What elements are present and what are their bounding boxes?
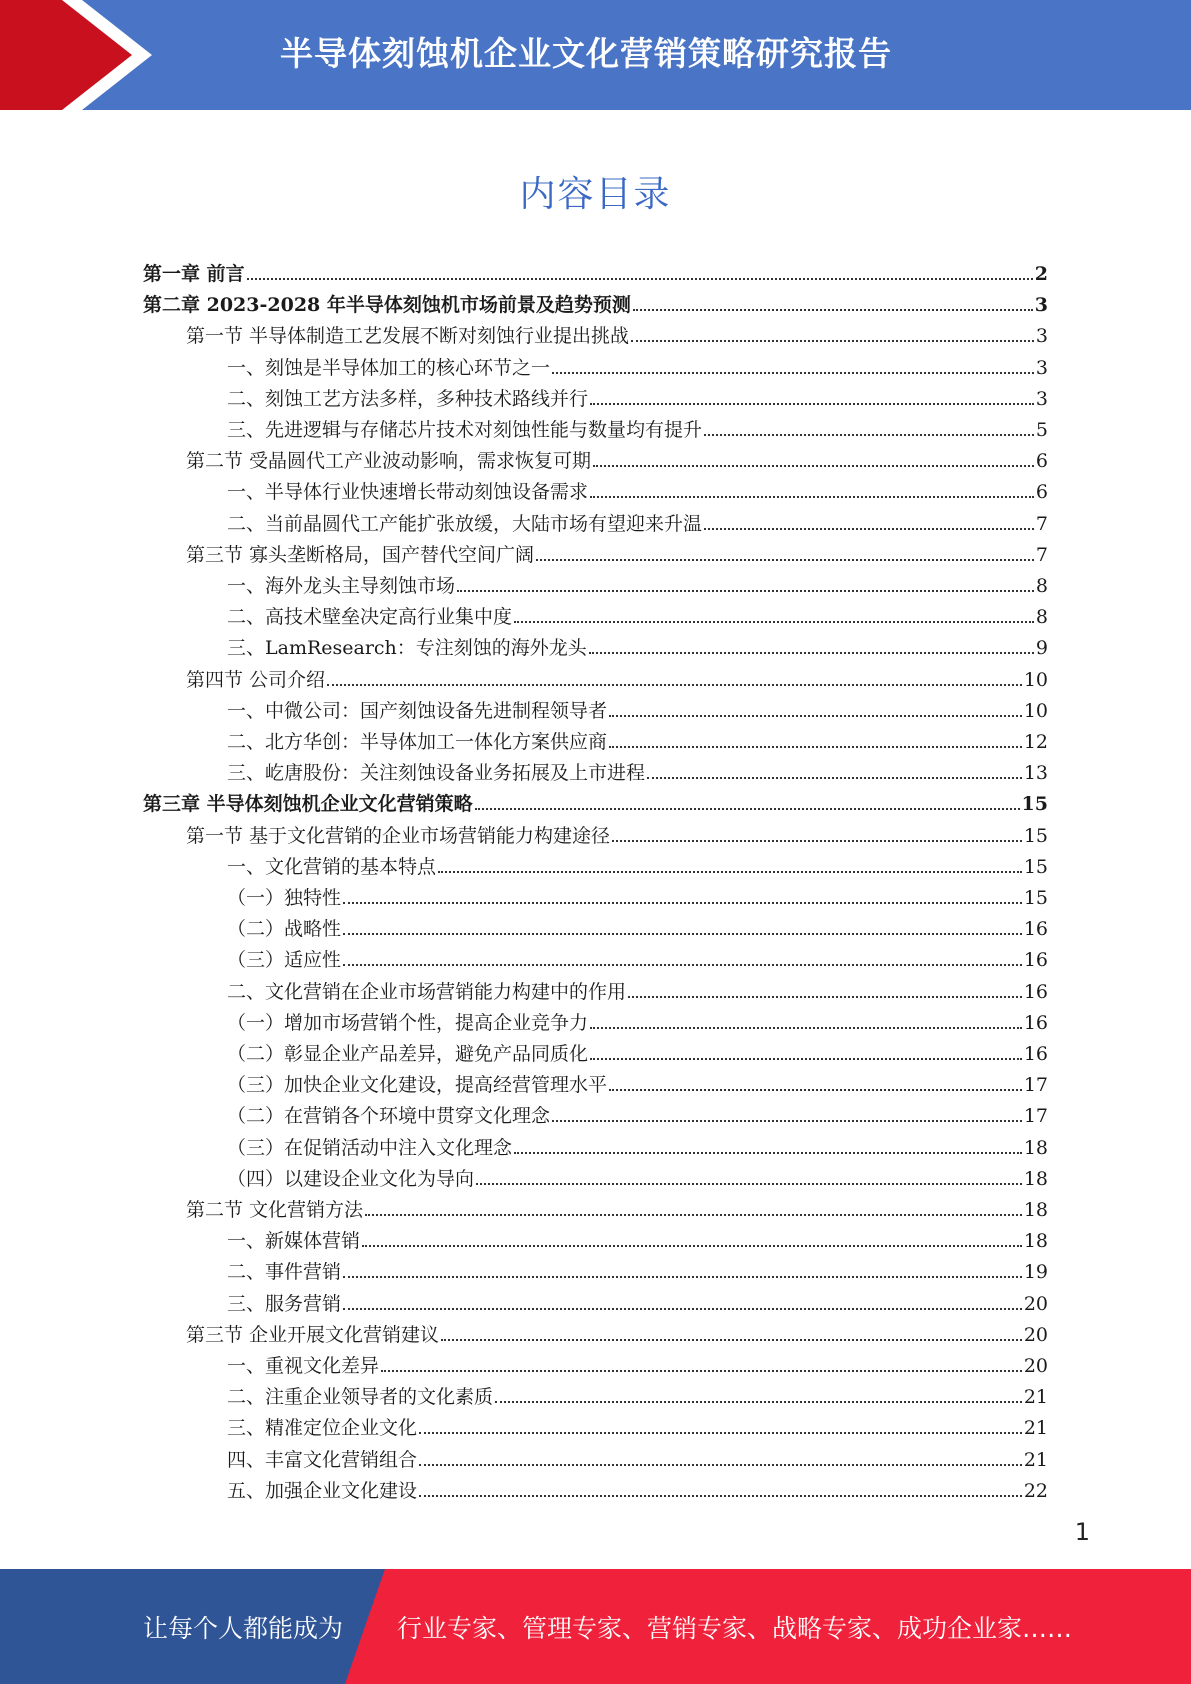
toc-entry[interactable] — [227, 1440, 1048, 1471]
toc-dot-leader — [589, 652, 1034, 654]
toc-entry[interactable] — [186, 535, 1048, 566]
toc-entry-label: 一、半导体行业快速增长带动刻蚀设备需求 — [227, 481, 589, 504]
toc-dot-leader — [552, 1120, 1022, 1122]
toc-entry-page: 10 — [1023, 668, 1048, 691]
toc-dot-leader — [593, 465, 1034, 467]
toc-entry-label: 三、精准定位企业文化 — [227, 1417, 418, 1440]
toc-entry-label: 三、LamResearch：专注刻蚀的海外龙头 — [227, 637, 587, 660]
toc-entry[interactable] — [227, 691, 1048, 722]
toc-dot-leader — [590, 1058, 1022, 1060]
toc-entry[interactable] — [186, 660, 1048, 691]
toc-heading: 内容目录 — [519, 174, 672, 215]
toc-dot-leader — [552, 372, 1034, 374]
toc-dot-leader — [609, 715, 1022, 717]
toc-entry-page: 21 — [1023, 1386, 1048, 1409]
toc-entry[interactable] — [227, 753, 1048, 784]
toc-dot-leader — [536, 559, 1034, 561]
toc-entry-label: （二）彰显企业产品差异，避免产品同质化 — [227, 1043, 589, 1065]
toc-entry-label: （三）适应性 — [227, 949, 342, 972]
footer-slogan-right: 行业专家、管理专家、营销专家、战略专家、成功企业家…… — [397, 1614, 1073, 1643]
toc-dot-leader — [362, 1245, 1022, 1247]
toc-entry-page: 6 — [1035, 481, 1048, 504]
toc-dot-leader — [647, 777, 1022, 779]
toc-entry-page: 6 — [1035, 450, 1048, 473]
toc-entry-label: 三、先进逻辑与存储芯片技术对刻蚀性能与数量均有提升 — [227, 419, 703, 441]
toc-entry[interactable] — [186, 1190, 1048, 1221]
toc-dot-leader — [609, 1089, 1022, 1091]
toc-entry-label: 第一节 半导体制造工艺发展不断对刻蚀行业提出挑战 — [186, 325, 630, 348]
toc-entry-label: 第四节 公司介绍 — [186, 668, 326, 691]
toc-entry-label: （三）加快企业文化建设，提高经营管理水平 — [227, 1074, 608, 1097]
toc-entry-page: 18 — [1023, 1136, 1048, 1159]
toc-dot-leader — [514, 621, 1034, 623]
toc-entry-page: 18 — [1023, 1230, 1048, 1253]
toc-entry-page: 16 — [1023, 949, 1048, 972]
toc-entry-label: 一、海外龙头主导刻蚀市场 — [227, 575, 456, 597]
toc-entry-label: 第三节 寡头垄断格局，国产替代空间广阔 — [186, 543, 535, 566]
toc-entry-page: 21 — [1023, 1448, 1048, 1471]
toc-entry[interactable] — [227, 379, 1048, 410]
toc-entry[interactable] — [227, 1346, 1048, 1377]
toc-entry-label: 一、中微公司：国产刻蚀设备先进制程领导者 — [227, 699, 608, 722]
header-banner — [0, 0, 1191, 110]
toc-entry[interactable] — [227, 1221, 1048, 1252]
toc-dot-leader — [590, 403, 1034, 405]
toc-entry[interactable] — [227, 878, 1048, 909]
toc-entry[interactable] — [227, 1003, 1048, 1034]
toc-entry-label: 三、服务营销 — [227, 1292, 342, 1315]
toc-entry-label: 一、文化营销的基本特点 — [227, 855, 437, 878]
toc-entry-label: 第一节 基于文化营销的企业市场营销能力构建途径 — [186, 824, 611, 847]
toc-entry-page: 17 — [1023, 1105, 1048, 1128]
header-red-shape — [0, 0, 150, 110]
toc-entry-label: 第二章 2023-2028 年半导体刻蚀机市场前景及趋势预测 — [143, 294, 631, 317]
toc-dot-leader — [343, 964, 1022, 966]
toc-entry[interactable] — [227, 1408, 1048, 1439]
toc-entry-label: 二、北方华创：半导体加工一体化方案供应商 — [227, 731, 608, 753]
toc-dot-leader — [495, 1401, 1022, 1403]
toc-entry-label: 第一章 前言 — [143, 263, 245, 285]
toc-entry[interactable] — [186, 1315, 1048, 1346]
toc-entry[interactable] — [227, 472, 1048, 503]
toc-dot-leader — [343, 902, 1022, 904]
toc-entry[interactable] — [227, 1252, 1048, 1283]
footer-banner — [0, 1569, 1191, 1684]
toc-entry[interactable] — [227, 1065, 1048, 1096]
toc-entry-page: 15 — [1023, 887, 1048, 909]
toc-entry-page: 17 — [1023, 1074, 1048, 1097]
toc-dot-leader — [631, 340, 1034, 342]
toc-entry-page: 16 — [1023, 980, 1048, 1003]
toc-dot-leader — [327, 684, 1022, 686]
toc-dot-leader — [590, 1027, 1022, 1029]
toc-entry[interactable] — [227, 348, 1048, 379]
toc-entry-page: 8 — [1035, 606, 1048, 629]
toc-entry-label: 二、文化营销在企业市场营销能力构建中的作用 — [227, 980, 627, 1003]
toc-entry-page: 15 — [1021, 793, 1048, 816]
toc-dot-leader — [590, 496, 1034, 498]
toc-entry-page: 10 — [1023, 699, 1048, 722]
toc-entry-page: 2 — [1034, 263, 1048, 285]
toc-entry[interactable] — [227, 1128, 1048, 1159]
toc-entry[interactable] — [227, 1096, 1048, 1127]
toc-entry-page: 7 — [1035, 512, 1048, 535]
toc-entry-page: 8 — [1035, 575, 1048, 597]
toc-entry-label: 二、事件营销 — [227, 1261, 342, 1284]
toc-entry-page: 3 — [1035, 387, 1048, 410]
toc-entry[interactable] — [227, 1159, 1048, 1190]
footer-slogan-left: 让每个人都能成为 — [143, 1614, 344, 1643]
toc-entry-label: 四、丰富文化营销组合 — [227, 1448, 418, 1471]
toc-entry[interactable] — [227, 504, 1048, 535]
toc-entry[interactable] — [227, 722, 1048, 753]
toc-dot-leader — [365, 1214, 1022, 1216]
report-title: 半导体刻蚀机企业文化营销策略研究报告 — [280, 34, 892, 73]
toc-entry[interactable] — [186, 816, 1048, 847]
toc-entry[interactable] — [227, 972, 1048, 1003]
toc-entry[interactable] — [143, 254, 1048, 285]
toc-entry-page: 16 — [1023, 918, 1048, 941]
toc-entry-label: 第二节 受晶圆代工产业波动影响，需求恢复可期 — [186, 450, 592, 473]
toc-entry-page: 16 — [1023, 1011, 1048, 1034]
toc-dot-leader — [612, 840, 1022, 842]
toc-entry-page: 20 — [1023, 1292, 1048, 1315]
toc-entry-page: 19 — [1023, 1261, 1048, 1284]
toc-entry-page: 18 — [1023, 1167, 1048, 1190]
toc-entry[interactable] — [227, 1377, 1048, 1408]
toc-entry-label: 第三章 半导体刻蚀机企业文化营销策略 — [143, 793, 473, 816]
toc-dot-leader — [457, 590, 1034, 592]
toc-entry-label: （一）独特性 — [227, 887, 342, 909]
toc-entry[interactable] — [186, 441, 1048, 472]
toc-entry[interactable] — [186, 316, 1048, 347]
toc-entry[interactable] — [227, 1034, 1048, 1065]
toc-entry-page: 20 — [1023, 1323, 1048, 1346]
toc-dot-leader — [343, 1308, 1022, 1310]
toc-dot-leader — [514, 1152, 1022, 1154]
toc-dot-leader — [343, 933, 1022, 935]
toc-dot-leader — [633, 309, 1033, 311]
toc-entry-page: 3 — [1034, 294, 1048, 317]
toc-entry-label: （四）以建设企业文化为导向 — [227, 1167, 475, 1190]
toc-entry[interactable] — [227, 597, 1048, 628]
toc-dot-leader — [628, 996, 1022, 998]
toc-entry-page: 15 — [1023, 824, 1048, 847]
toc-entry-page: 13 — [1023, 762, 1048, 785]
toc-entry-label: 二、刻蚀工艺方法多样，多种技术路线并行 — [227, 387, 589, 410]
toc-dot-leader — [419, 1495, 1022, 1497]
toc-entry[interactable] — [227, 410, 1048, 441]
toc-entry-page: 12 — [1023, 731, 1048, 753]
toc-entry[interactable] — [143, 285, 1048, 316]
toc-entry[interactable] — [143, 784, 1048, 815]
toc-entry-page: 3 — [1035, 325, 1048, 348]
toc-dot-leader — [381, 1370, 1022, 1372]
toc-dot-leader — [609, 746, 1022, 748]
toc-entry-page: 3 — [1035, 356, 1048, 379]
toc-entry-page: 22 — [1023, 1479, 1048, 1502]
toc-entry[interactable] — [227, 847, 1048, 878]
toc-entry[interactable] — [227, 628, 1048, 659]
toc-entry-page: 15 — [1023, 855, 1048, 878]
toc-entry-label: 一、新媒体营销 — [227, 1230, 361, 1253]
toc-entry-page: 20 — [1023, 1355, 1048, 1377]
toc-dot-leader — [343, 1276, 1022, 1278]
toc-entry-label: 第二节 文化营销方法 — [186, 1199, 364, 1221]
toc-entry[interactable] — [227, 1284, 1048, 1315]
page-number: 1 — [1074, 1518, 1090, 1546]
toc-dot-leader — [476, 1183, 1022, 1185]
toc-entry-label: 五、加强企业文化建设 — [227, 1479, 418, 1502]
toc-entry-label: （二）在营销各个环境中贯穿文化理念 — [227, 1105, 551, 1128]
toc-entry-label: 二、高技术壁垒决定高行业集中度 — [227, 606, 513, 629]
toc-entry[interactable] — [227, 909, 1048, 940]
toc-dot-leader — [438, 871, 1022, 873]
toc-entry-page: 5 — [1035, 419, 1048, 441]
toc-entry-page: 18 — [1023, 1199, 1048, 1221]
toc-entry-label: 二、当前晶圆代工产能扩张放缓，大陆市场有望迎来升温 — [227, 512, 703, 535]
toc-entry-label: 二、注重企业领导者的文化素质 — [227, 1386, 494, 1409]
toc-dot-leader — [247, 278, 1033, 280]
toc-dot-leader — [441, 1339, 1022, 1341]
toc-entry-page: 16 — [1023, 1043, 1048, 1065]
toc-entry-label: （三）在促销活动中注入文化理念 — [227, 1136, 513, 1159]
toc-dot-leader — [704, 434, 1034, 436]
toc-entry[interactable] — [227, 1471, 1048, 1502]
toc-entry-label: （二）战略性 — [227, 918, 342, 941]
toc-entry-page: 7 — [1035, 543, 1048, 566]
toc-entry[interactable] — [227, 566, 1048, 597]
toc-dot-leader — [419, 1464, 1022, 1466]
toc-entry-label: 一、重视文化差异 — [227, 1355, 380, 1377]
toc-dot-leader — [419, 1432, 1022, 1434]
toc-dot-leader — [704, 528, 1034, 530]
toc-entry-page: 21 — [1023, 1417, 1048, 1440]
toc-entry-label: （一）增加市场营销个性，提高企业竞争力 — [227, 1011, 589, 1034]
toc-entry[interactable] — [227, 940, 1048, 971]
toc-entry-label: 一、刻蚀是半导体加工的核心环节之一 — [227, 356, 551, 379]
toc-dot-leader — [475, 808, 1020, 810]
toc-entry-page: 9 — [1035, 637, 1048, 660]
toc-entry-label: 三、屹唐股份：关注刻蚀设备业务拓展及上市进程 — [227, 762, 646, 785]
toc-entry-label: 第三节 企业开展文化营销建议 — [186, 1323, 440, 1346]
